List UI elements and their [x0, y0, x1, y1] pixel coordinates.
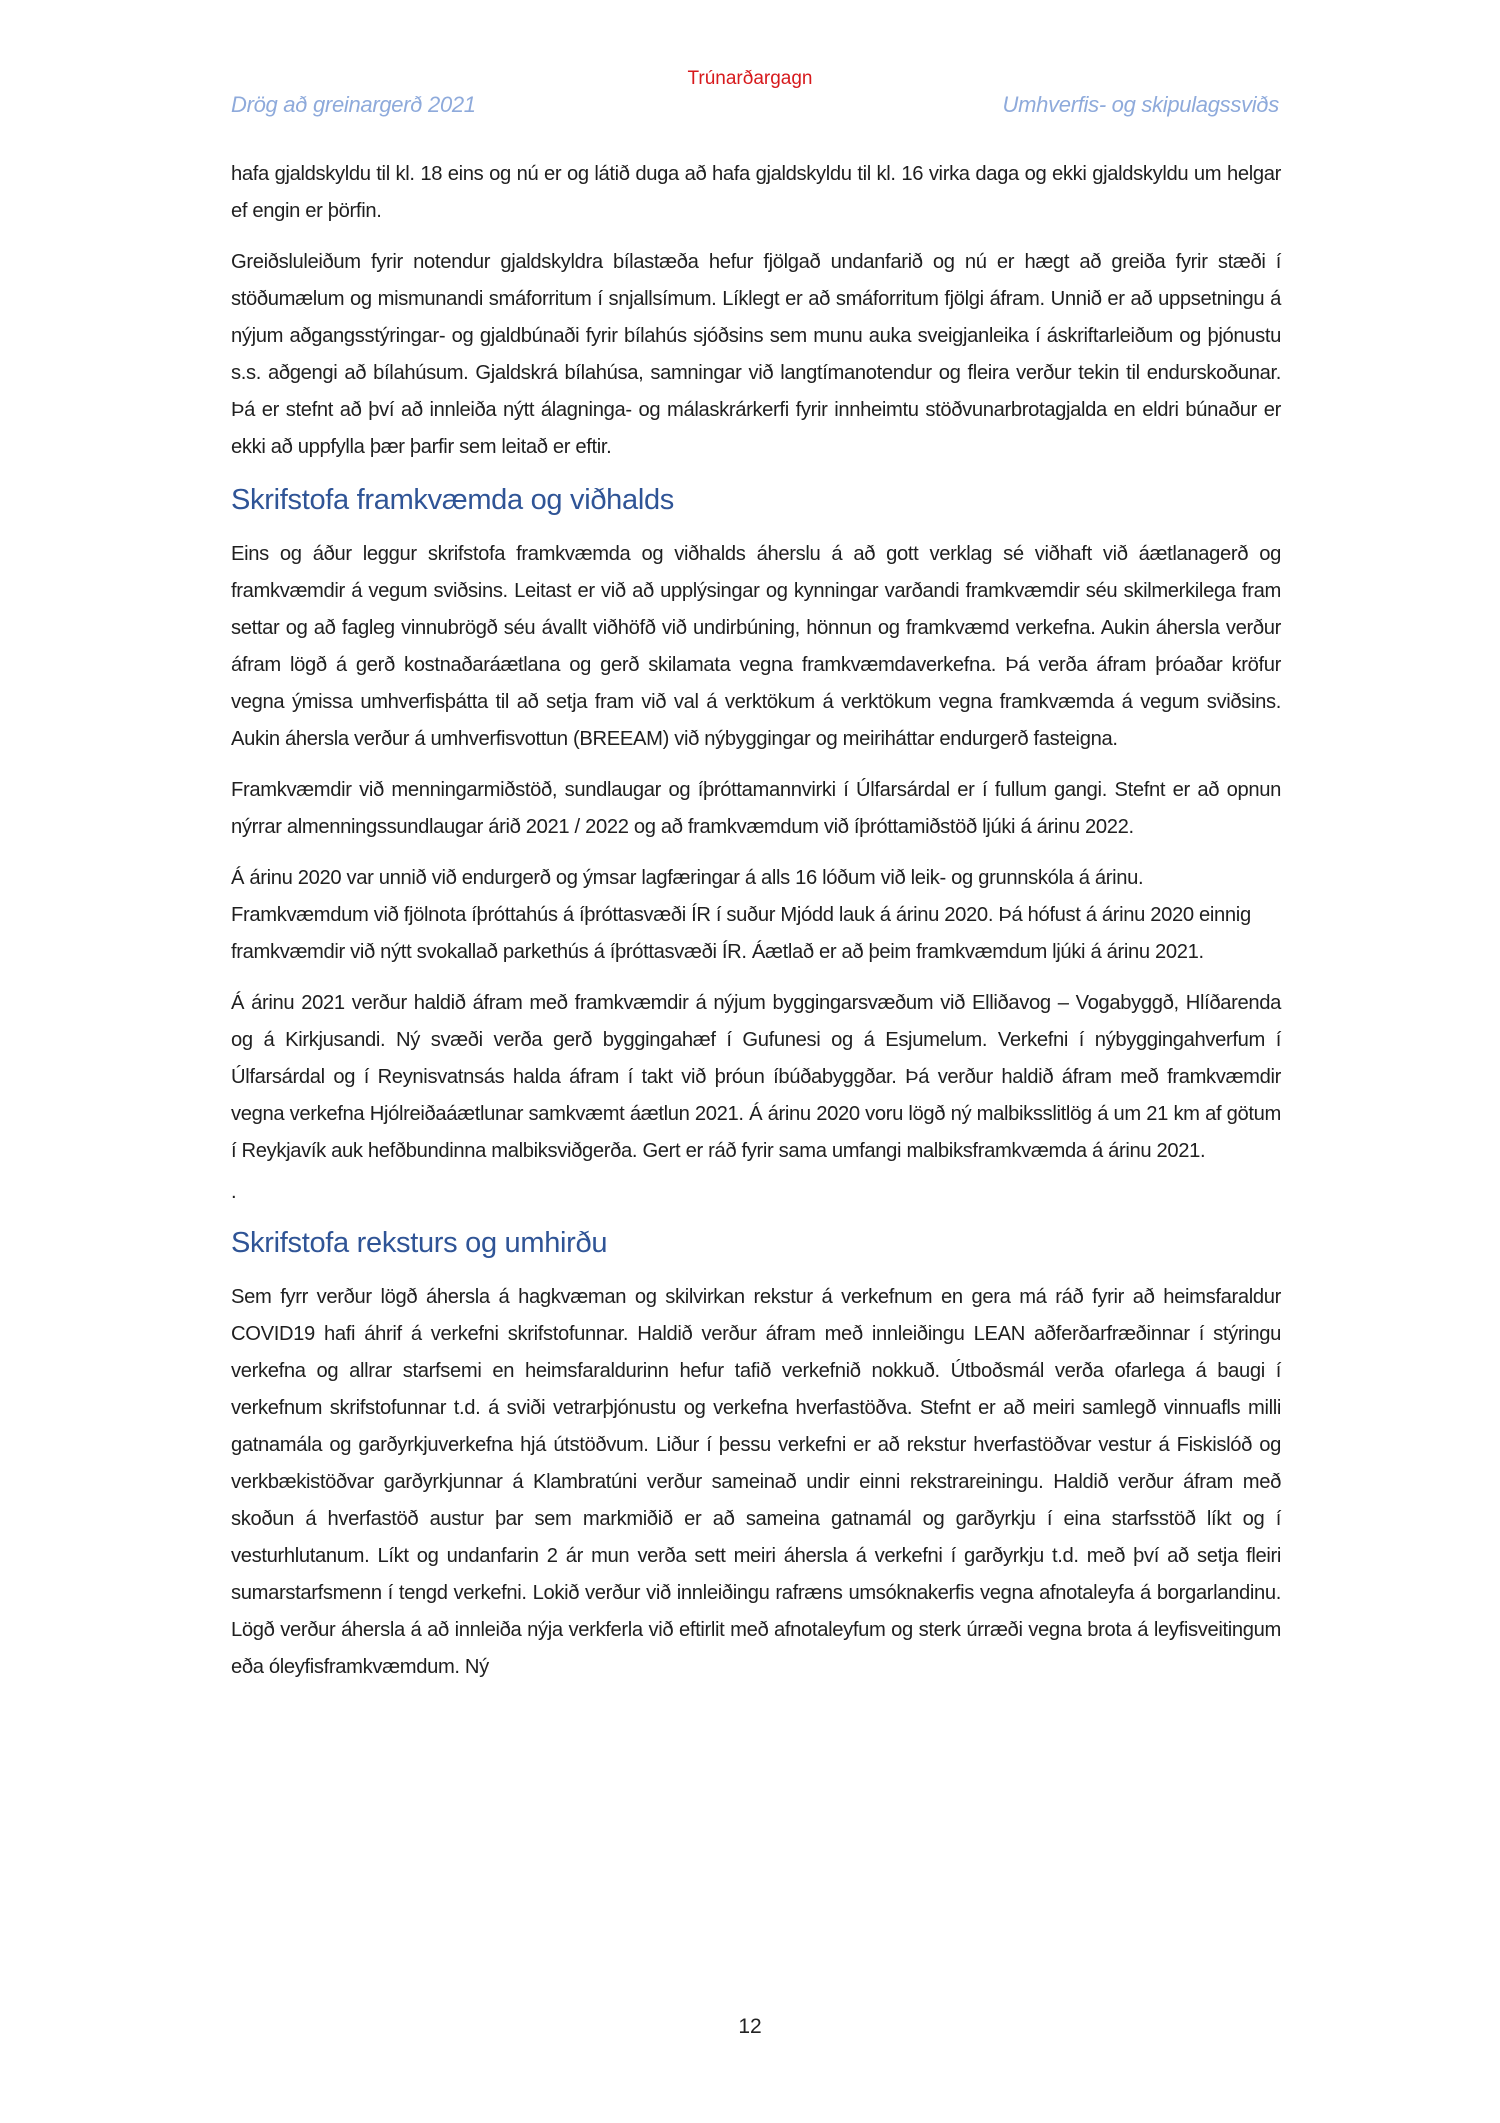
paragraph: Eins og áður leggur skrifstofa framkvæmda og viðhalds áherslu á að gott verklag sé viðhaft við áætlanagerð og framkvæmdir á vegum sviðsins. Leitast er við að upplýsingar og kynningar varðandi framkvæmdir séu skilmerkilega fram settar og að fagleg vinnubrögð séu ávallt viðhöfð við undirbúning, hönnun og framkvæmd verkefna. Aukin áhersla verður áfram lögð á gerð kostnaðaráætlana og gerð skilamata vegna framkvæmdaverkefna. Þá verða áfram þróaðar kröfur vegna ýmissa umhverfisþátta til að setja fram við val á verktökum á verktökum vegna framkvæmda á vegum sviðsins. Aukin áhersla verður á umhverfisvottun (BREEAM) við nýbyggingar og meiriháttar endurgerð fasteigna. — [231, 543, 1281, 750]
section-heading: Skrifstofa framkvæmda og viðhalds — [231, 484, 674, 516]
header-document-title: Drög að greinargerð 2021 — [231, 92, 476, 117]
stray-dot: . — [231, 1181, 237, 1203]
paragraph: Á árinu 2021 verður haldið áfram með framkvæmdir á nýjum byggingarsvæðum við Elliðavog – Vogabyggð, Hlíðarenda og á Kirkjusandi. Ný svæði verða gerð byggingahæf í Gufunesi og á Esjumelum. Verkefni í nýbyggingahverfum í Úlfarsárdal og í Reynisvatnsás halda áfram í takt við þróun íbúðabyggðar. Þá verður haldið áfram með framkvæmdir vegna verkefna Hjólreiðaáætlunar samkvæmt áætlun 2021. Á árinu 2020 voru lögð ný malbiksslitlög á um 21 km af götum í Reykjavík auk hefðbundinna malbiksviðgerða. Gert er ráð fyrir sama umfangi malbiksframkvæmda á árinu 2021. — [231, 992, 1281, 1162]
paragraph: hafa gjaldskyldu til kl. 18 eins og nú er og látið duga að hafa gjaldskyldu til kl. 16 virka daga og ekki gjaldskyldu um helgar ef engin er þörfin. — [231, 163, 1281, 222]
paragraph: Greiðsluleiðum fyrir notendur gjaldskyldra bílastæða hefur fjölgað undanfarið og nú er hægt að greiða fyrir stæði í stöðumælum og mismunandi smáforritum í snjallsímum. Líklegt er að smáforritum fjölgi áfram. Unnið er að uppsetningu á nýjum aðgangsstýringar- og gjaldbúnaði fyrir bílahús sjóðsins sem munu auka sveigjanleika í áskriftarleiðum og þjónustu s.s. aðgengi að bílahúsum. Gjaldskrá bílahúsa, samningar við langtímanotendur og fleira verður tekin til endurskoðunar. Þá er stefnt að því að innleiða nýtt álagninga- og málaskrárkerfi fyrir innheimtu stöðvunarbrotagjalda en eldri búnaður er ekki að uppfylla þær þarfir sem leitað er eftir. — [231, 251, 1281, 458]
section-heading: Skrifstofa reksturs og umhirðu — [231, 1227, 608, 1259]
paragraph: Sem fyrr verður lögð áhersla á hagkvæman og skilvirkan rekstur á verkefnum en gera má ráð fyrir að heimsfaraldur COVID19 hafi áhrif á verkefni skrifstofunnar. Haldið verður áfram með innleiðingu LEAN aðferðarfræðinnar í stýringu verkefna og allrar starfsemi en heimsfaraldurinn hefur tafið verkefnið nokkuð. Útboðsmál verða ofarlega á baugi í verkefnum skrifstofunnar t.d. á sviði vetrarþjónustu og verkefna hverfastöðva. Stefnt er að meiri samlegð vinnuafls milli gatnamála og garðyrkjuverkefna hjá útstöðvum. Liður í þessu verkefni er að rekstur hverfastöðvar vestur á Fiskislóð og verkbækistöðvar garðyrkjunnar á Klambratúni verður sameinað undir einni rekstrareiningu. Haldið verður áfram með skoðun á hverfastöð austur þar sem markmiðið er að sameina gatnamál og garðyrkju í eina starfsstöð líkt og í vesturhlutanum. Líkt og undanfarin 2 ár mun verða sett meiri áhersla á verkefni í garðyrkju t.d. með því að setja fleiri sumarstarfsmenn í tengd verkefni. Lokið verður við innleiðingu rafræns umsóknakerfis vegna afnotaleyfa á borgarlandinu. Lögð verður áhersla á að innleiða nýja verkferla við eftirlit með afnotaleyfum og sterk úrræði vegna brota á leyfisveitingum eða óleyfisframkvæmdum. Ný — [231, 1286, 1281, 1678]
confidential-label: Trúnarðargagn — [687, 68, 813, 89]
page-number: 12 — [738, 2015, 762, 2038]
document-body — [231, 156, 1281, 1700]
paragraph: Framkvæmdir við menningarmiðstöð, sundlaugar og íþróttamannvirki í Úlfarsárdal er í fullum gangi. Stefnt er að opnun nýrrar almenningssundlaugar árið 2021 / 2022 og að framkvæmdum við íþróttamiðstöð ljúki á árinu 2022. — [231, 779, 1281, 838]
paragraph: Á árinu 2020 var unnið við endurgerð og ýmsar lagfæringar á alls 16 lóðum við leik- og grunnskóla á árinu. Framkvæmdum við fjölnota íþróttahús á íþróttasvæði ÍR í suður Mjódd lauk á árinu 2020. Þá hófust á árinu 2020 einnig framkvæmdir við nýtt svokallað parkethús á íþróttasvæði ÍR. Áætlað er að þeim framkvæmdum ljúki á árinu 2021. — [231, 867, 1251, 963]
header-department: Umhverfis- og skipulagssviðs — [1002, 92, 1279, 117]
